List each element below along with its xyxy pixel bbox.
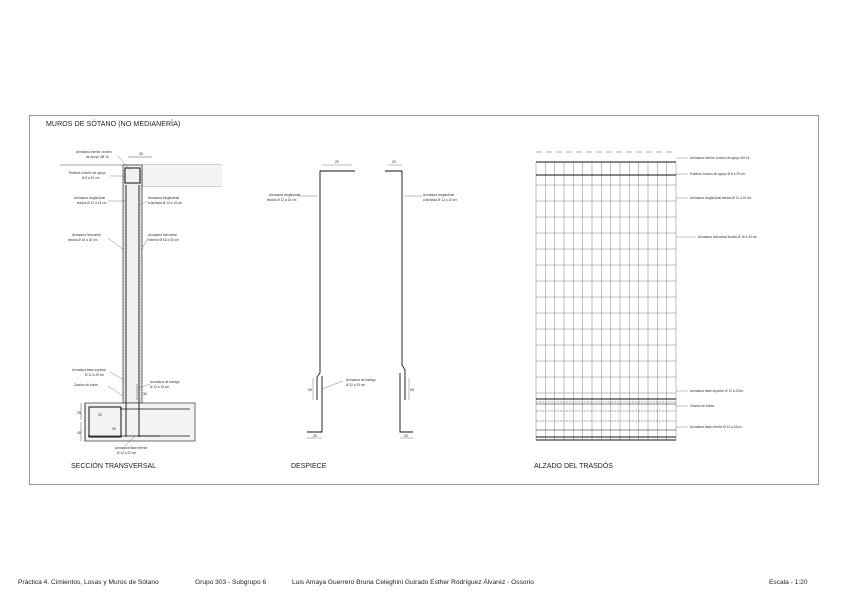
bar-right <box>385 171 405 400</box>
dim-base-b: 30 <box>143 392 147 396</box>
label-long-right: Armadura longitudinal <box>148 196 180 200</box>
breakdown-dim-bottom-right: 20 <box>404 434 408 438</box>
dim-top: 20 <box>139 152 143 156</box>
label-starter-2: Ø 12 a 15 cm <box>150 385 170 389</box>
label-top-rebar: Armadura inferior zuncho <box>76 150 112 154</box>
footing <box>85 402 195 441</box>
breakdown-long-right: Armadura longitudinal <box>423 193 455 197</box>
dim-bottom: 30 <box>112 427 116 431</box>
breakdown-view <box>267 160 457 438</box>
view-title-section: SECCIÓN TRANSVERSAL <box>71 463 157 470</box>
elev-stirrups: Estribos zuncho de apoyo Ø 8 a 20 cm <box>690 172 745 176</box>
label-base-upper: Armadura base superior <box>72 368 107 372</box>
breakdown-long-left-2: tesdós Ø 12 a 15 cm <box>267 198 297 202</box>
breakdown-starter-2: Ø 12 a 15 cm <box>346 383 366 387</box>
footer-authors: Luis Amaya Guerrero Bruna Celeghini Guirado Esther Rodríguez Álvarez - Ossorio <box>292 579 534 586</box>
label-horiz-left: Armadura horizontal <box>72 233 101 237</box>
breakdown-dim-bottom-left: 20 <box>313 434 317 438</box>
elev-top: Armadura inferior zuncho de apoyo 4Ø 16 <box>690 156 750 160</box>
label-base-lower-2: Ø 12 a 22 cm <box>117 451 137 455</box>
elev-footing: Zancho de borde <box>690 404 715 408</box>
starter-left <box>307 376 322 432</box>
label-horiz-right-2: exterior Ø 16 a 30 cm <box>148 238 179 242</box>
label-top-rebar-2: de apoyo 4Ø 16 <box>86 155 109 159</box>
elev-horiz: Armadura horizontal tesdós Ø 16 a 30 cm <box>698 235 757 239</box>
starter-right <box>400 373 413 432</box>
breakdown-dim-top-left: 20 <box>335 160 339 164</box>
dim-left-b: 40 <box>77 431 81 435</box>
label-horiz-left-2: tesdós Ø 16 a 30 cm <box>68 238 98 242</box>
breakdown-long-right-2: a fachada Ø 12 a 15 cm <box>423 198 458 202</box>
label-base-upper-2: Ø 12 a 20 cm <box>85 373 105 377</box>
label-stirrups-2: Ø 8 a 20 cm <box>82 176 100 180</box>
elev-long: Armadura longitudinal tesdós Ø 12 a 15 cm <box>690 196 752 200</box>
label-long-left: Armadura longitudinal <box>74 196 106 200</box>
view-title-breakdown: DESPIECE <box>291 463 327 470</box>
dim-left-a: 25 <box>77 411 81 415</box>
rebar-grid <box>536 162 676 440</box>
dim-base: 20 <box>98 413 102 417</box>
breakdown-long-left: Armadura longitudinal <box>269 193 301 197</box>
sheet-title: MUROS DE SÓTANO (NO MEDIANERÍA) <box>46 121 181 128</box>
footer-practice: Práctica 4. Cimientos, Losas y Muros de Sótano <box>18 579 159 586</box>
breakdown-starter: Armadura de esedgo <box>346 378 376 382</box>
elev-base-lower: Armadura base inferior Ø 12 a 22cm <box>690 425 742 429</box>
label-starter: Armadura de esedgo <box>150 380 180 384</box>
footer-group: Grupo 303 - Subgrupo 6 <box>195 579 267 586</box>
footer-scale: Escala - 1:20 <box>769 579 808 586</box>
label-stirrups: Estribos zuncho de apoyo <box>69 171 106 175</box>
label-horiz-right: Armadura horizontal <box>148 233 177 237</box>
wall <box>123 165 142 403</box>
elevation-view <box>536 152 757 440</box>
label-long-right-2: a fachada Ø 12 a 15 cm <box>148 201 183 205</box>
cross-section-view <box>60 150 222 455</box>
breakdown-dim-top-right: 20 <box>392 160 396 164</box>
label-base-lower: Armadura base inferior <box>115 446 148 450</box>
view-title-elevation: ALZADO DEL TRASDÓS <box>534 463 613 470</box>
breakdown-dim-side-left: 25 <box>308 388 312 392</box>
bar-left <box>317 171 355 400</box>
label-footing: Zancho de borde <box>74 383 99 387</box>
breakdown-dim-side-right: 25 <box>410 388 414 392</box>
label-long-left-2: tesdós Ø 12 a 15 cm <box>77 201 107 205</box>
elev-base-upper: Armadura base superior Ø 12 a 22cm <box>690 389 744 393</box>
